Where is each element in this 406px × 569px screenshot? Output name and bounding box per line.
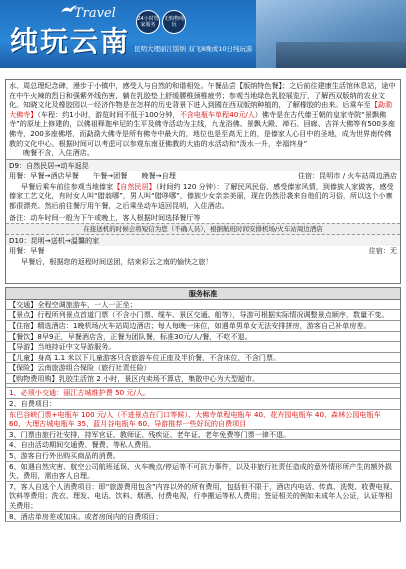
service-badge: 无购物纯玩 xyxy=(162,10,186,34)
scenery-photo xyxy=(256,0,406,68)
brand-english: Travel xyxy=(74,6,116,21)
tip-item: 东巴谷峡门票+电瓶车 100 元/人（不进景点在门口等候）、大佛寺单程电瓶车 40、花卉园电瓶车 40、森林公园电瓶车 60、大理古城电瓶车 35、蓝月谷电瓶车 60、导游推荐一些好玩的自费项目 xyxy=(5,410,401,430)
day10-lodging: 住宿：无 xyxy=(368,246,397,256)
service-item: 【住宿】精选酒店：1晚机场/火车站周边酒店；每人每晚一床位，如遇单男单女无法安排拼房，游客自己补单房差。 xyxy=(5,321,401,332)
service-item: 【导游】当地持证中文导游服务。 xyxy=(5,342,401,353)
service-item: 【儿童】身高 1.1 米以下儿童游客只含旅游车位正座及半价餐，不含床位，不含门票。 xyxy=(5,353,401,364)
tip-item: 5、游客自行外出购买商品的消费。 xyxy=(5,451,401,462)
day10-meta xyxy=(6,246,400,256)
services-list xyxy=(5,300,401,385)
tip-item: 4、自由活动期间交通费、餐费、等私人费用。 xyxy=(5,440,401,451)
service-badge: 24小时管家服务 xyxy=(136,10,160,34)
tips-list xyxy=(5,388,401,522)
service-item: 【保险】云南旅游组合保险（旅行社责任险） xyxy=(5,363,401,374)
highlight-text: 【自然民居】 xyxy=(113,181,156,191)
tip-item: 6、如遇自然灾害、航空公司航班延误、火车晚点/停运等不可抗力事件，以及非旅行社责任造成的意外情形所产生的额外损失、费用，需由客人自理。 xyxy=(5,462,401,482)
highlight-text: 【勐泐大佛寺】 xyxy=(9,100,393,119)
tip-item: 2、自费项目： xyxy=(5,399,401,410)
day10-meals: 用餐：早餐 xyxy=(9,246,45,256)
day9-meals: 用餐：早餐→酒店早餐 午餐→团餐 晚餐→自理 xyxy=(9,170,176,180)
itinerary-content xyxy=(5,79,401,522)
header-subtitle: 昆明大理丽江版纳 双飞8晚或10日纯玩游 xyxy=(134,45,253,53)
day9-note: 在接送机的时候会将短信为您（不确人员），根据航班时间安排机场/火车站周边酒店 xyxy=(6,223,400,235)
highlight-text: 不含电瓶车单程40元/人 xyxy=(179,109,255,119)
dinner-note: 晚餐不含，入住酒店。 xyxy=(23,148,94,158)
day9-remark: 备注：动车时间一般为下午或晚上，客人根据时间选择餐厅等 xyxy=(9,212,201,222)
tip-item: 8、酒店单房差或加床。或者房间内的自费项目； xyxy=(5,512,401,523)
itinerary-box xyxy=(5,79,401,284)
day8-description: 水、周总理纪念碑，漫步于小镇中，感受人与自然的和谐相处。午餐品尝【版纳特色餐】；之后前往建康生活馆休息站，途中在中午火辣的烈日和强紫外线伤害，躺在乳胶垫上舒缓腰椎颈椎疲劳；参观当地绿色乳胶展览厅，了解西双版纳的农业文化。知晓文化及橡胶园以一经济作物是在怎样的历史背景下进入到國在西双版纳种植的，了解橡胶的由来。后乘车至【勐泐大佛寺】（车程：约1小时，游览时间不低于100分钟，不含电瓶车单程40元/人）佛寺是在古代傣王朝的皇家寺院“景飘佛寺”的原址上修建的，以佛祖释迦牟尼的生平及佛寺活动为主线，九龙浴佛、景飘大殿、禅石、回廊、吉祥大佛等有500多座佛寺，200多座佛塔，而勐泐大佛寺是所有佛寺中最大的，地位也是至高无上的，是傣家人心目中的圣地，成为世界南传佛教的文化中心。根据时间可以考虑可以参观东南亚佛教的大庙的水活动和“泼水一升，幸福终身” 晚餐不含，入住酒店。 xyxy=(9,81,396,158)
day9-lodging: 住宿：昆明市 / 火车站周边酒店 xyxy=(297,170,397,180)
tip-item: 3、门票由旅行社安排，持军官证、教师证、残疾证、老年证、老年免费等门票一律不退。 xyxy=(5,430,401,441)
day9-meta xyxy=(6,171,400,181)
service-item: 【交通】全程空调旅游车，一人一正坐； xyxy=(5,300,401,311)
tip-item: 7、客人自选个人消费项目：即“旅游费用包含”内容以外的所有费用，包括但不限于，酒店内电话、传真、洗熨、收费电视、饮料等费用；洗衣、理发、电话、饮料、烟酒、付费电视，行李搬运等私人费用；签证相关的例如未成年人公证，认证等相关费用； xyxy=(5,482,401,512)
service-item: 【景点】行程所列景点首道门票（不含小门票、缆车、景区交通、船等），导游可根据实际情况调整景点顺序，数量不变。 xyxy=(5,310,401,321)
day9-title: D9：自然民居→动车返昆 xyxy=(6,159,400,171)
day9-description: 早餐后乘车前往参观当地傣家【自然民居】（时间约 120 分钟）：了解民风民俗、感受傣家风情，到傣族人家做客，感受傣家工艺文化，有时女人叫“腊翁哪”，男人叫“腊哆哪”，傣族少女亲亲美丽，现在仍然沿袭来自他们的习俗，所以这个小寨都很漂亮。然后前往餐厅用午餐，之后乘坐动车返回昆明，入住酒店。 xyxy=(9,181,394,210)
day10-description: 早餐后，根据您的返程时间送团，结束彩云之南的愉快之旅！ xyxy=(21,257,213,267)
header-banner xyxy=(0,0,406,68)
blank-space xyxy=(6,268,400,283)
service-item: 【餐饮】8早9正，早餐酒店含，正餐为团队餐，标准30元/人/餐，不吃不退。 xyxy=(5,332,401,343)
day10-title: D10：昆明→送机→温馨的家 xyxy=(6,235,400,246)
tip-item: 1、必须小交通：丽江古城维护费 50 元/人。 xyxy=(5,388,401,399)
brand-title: 纯玩云南 xyxy=(10,25,131,58)
services-title: 服务标准 xyxy=(5,287,401,300)
service-item: 【购物费用购】乳胶生活馆 2 小时，景区内卖场不算店，集散中心为大型超市。 xyxy=(5,374,401,385)
